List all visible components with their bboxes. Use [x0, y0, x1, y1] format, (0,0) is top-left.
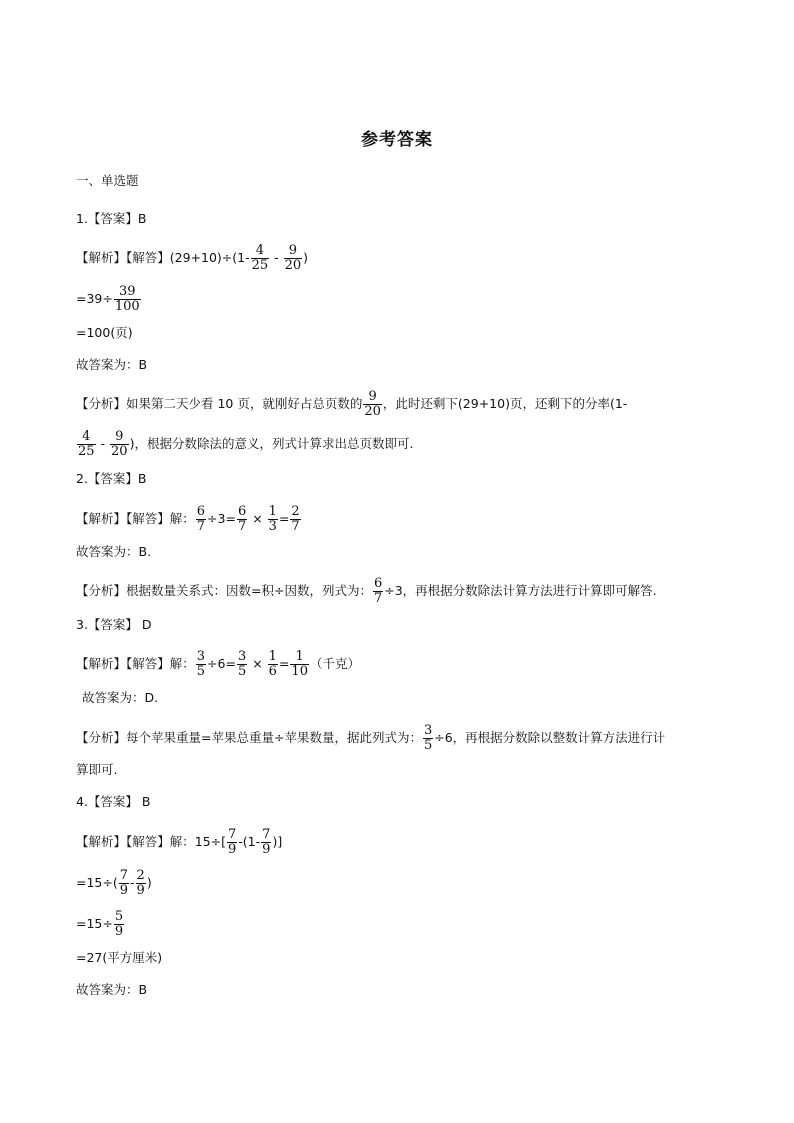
- numerator: 1: [268, 504, 277, 519]
- denominator: 20: [284, 258, 302, 273]
- denominator: 7: [237, 519, 247, 534]
- analysis-text: )，根据分数除法的意义，列式计算求出总页数即可.: [129, 436, 414, 451]
- numerator: 7: [262, 827, 271, 842]
- fraction: [237, 505, 247, 534]
- q3-analysis-cont: 算即可.: [76, 762, 118, 777]
- q4-solution: [76, 828, 282, 857]
- unit-text: （千克）: [309, 656, 360, 671]
- solution-text: 【解析】【解答】解：: [76, 511, 195, 526]
- operator: -: [96, 436, 110, 451]
- q1-step2: =100(页): [76, 325, 133, 340]
- denominator: 20: [111, 444, 128, 459]
- numerator: 3: [196, 649, 206, 664]
- fraction: [136, 869, 146, 898]
- operator: =: [278, 656, 290, 671]
- fraction: [268, 505, 278, 534]
- denominator: 5: [423, 738, 433, 753]
- denominator: 10: [291, 664, 308, 679]
- numerator: 39: [114, 285, 141, 300]
- numerator: 1: [290, 650, 309, 665]
- fraction: [196, 505, 206, 534]
- numerator: 9: [284, 244, 303, 259]
- numerator: 6: [237, 504, 247, 519]
- operator: -: [130, 875, 135, 890]
- analysis-text: ，此时还剩下(29+10)页，还剩下的分率(1-: [382, 396, 628, 411]
- q2-conclusion: 故答案为：B.: [76, 544, 152, 559]
- fraction: [251, 244, 270, 273]
- numerator: 9: [110, 430, 129, 445]
- analysis-text: 【分析】根据数量关系式：因数=积÷因数，列式为：: [76, 583, 372, 598]
- numerator: 4: [77, 430, 96, 445]
- fraction: [196, 650, 206, 679]
- step-text: =39÷: [76, 291, 113, 306]
- q3-conclusion: 故答案为：D.: [82, 690, 159, 705]
- page-title: 参考答案: [361, 130, 433, 150]
- denominator: 9: [119, 883, 129, 898]
- denominator: 7: [196, 519, 206, 534]
- operator: =: [278, 511, 290, 526]
- solution-text: )]: [272, 834, 283, 849]
- q1-analysis-cont: [76, 430, 413, 459]
- denominator: 25: [78, 444, 95, 459]
- fraction: [110, 430, 129, 459]
- solution-text: ): [303, 250, 309, 265]
- fraction: [227, 828, 237, 857]
- solution-text: 【解析】【解答】解：15÷[: [76, 834, 227, 849]
- numerator: 7: [228, 827, 237, 842]
- fraction: [261, 828, 271, 857]
- numerator: 4: [251, 244, 270, 259]
- analysis-text: 【分析】每个苹果重量=苹果总重量÷苹果数量，据此列式为：: [76, 730, 422, 745]
- operator: ÷3=: [207, 511, 236, 526]
- numerator: 1: [268, 649, 277, 664]
- numerator: 9: [363, 390, 382, 405]
- numerator: 2: [291, 504, 300, 519]
- numerator: 5: [114, 909, 124, 924]
- operator: -(1-: [238, 834, 261, 849]
- q1-solution-text: 【解析】【解答】(29+10)÷(1-: [76, 250, 250, 265]
- denominator: 25: [251, 258, 269, 273]
- fraction: [290, 505, 300, 534]
- numerator: 3: [237, 649, 247, 664]
- q4-conclusion: 故答案为：B: [76, 982, 148, 997]
- denominator: 20: [364, 404, 381, 419]
- step-text: =15÷(: [76, 875, 118, 890]
- section-heading: 一、单选题: [76, 173, 139, 188]
- q3-answer: 3.【答案】 D: [76, 617, 152, 632]
- numerator: 6: [196, 504, 206, 519]
- step-text: ): [146, 875, 152, 890]
- numerator: 2: [136, 868, 145, 883]
- q2-answer: 2.【答案】B: [76, 471, 147, 486]
- operator: -: [270, 250, 283, 265]
- step-text: =15÷: [76, 916, 113, 931]
- fraction: [114, 285, 141, 314]
- operator: ×: [248, 656, 267, 671]
- analysis-text: ÷6，再根据分数除以整数计算方法进行计: [434, 730, 666, 745]
- fraction: [290, 650, 309, 679]
- q3-analysis: [76, 724, 665, 753]
- q1-step1: [76, 285, 142, 314]
- fraction: [237, 650, 247, 679]
- numerator: 6: [373, 576, 383, 591]
- denominator: 3: [268, 519, 277, 534]
- fraction: [284, 244, 303, 273]
- denominator: 7: [373, 591, 383, 606]
- q1-conclusion: 故答案为：B: [76, 357, 148, 372]
- solution-text: 【解析】【解答】解：: [76, 656, 195, 671]
- q2-analysis: [76, 577, 657, 606]
- numerator: 7: [119, 868, 129, 883]
- fraction: [373, 577, 383, 606]
- fraction: [423, 724, 433, 753]
- fraction: [114, 910, 124, 939]
- denominator: 9: [114, 924, 124, 939]
- q1-analysis: [76, 390, 627, 419]
- denominator: 6: [268, 664, 277, 679]
- denominator: 9: [136, 883, 145, 898]
- denominator: 9: [262, 842, 271, 857]
- q4-step2: [76, 910, 125, 939]
- denominator: 5: [196, 664, 206, 679]
- fraction: [268, 650, 278, 679]
- q4-step3: =27(平方厘米): [76, 950, 163, 965]
- numerator: 3: [423, 723, 433, 738]
- fraction: [119, 869, 129, 898]
- denominator: 100: [114, 299, 140, 314]
- q4-answer: 4.【答案】 B: [76, 794, 151, 809]
- q4-step1: [76, 869, 152, 898]
- fraction: [363, 390, 382, 419]
- q2-solution: [76, 505, 302, 534]
- analysis-text: ÷3，再根据分数除法计算方法进行计算即可解答.: [384, 583, 657, 598]
- denominator: 9: [228, 842, 237, 857]
- q3-solution: [76, 650, 360, 679]
- q1-solution: [76, 244, 308, 273]
- operator: ×: [248, 511, 267, 526]
- analysis-text: 【分析】如果第二天少看 10 页，就刚好占总页数的: [76, 396, 363, 411]
- denominator: 7: [291, 519, 300, 534]
- operator: ÷6=: [207, 656, 236, 671]
- q1-answer: 1.【答案】B: [76, 211, 147, 226]
- denominator: 5: [237, 664, 247, 679]
- fraction: [77, 430, 96, 459]
